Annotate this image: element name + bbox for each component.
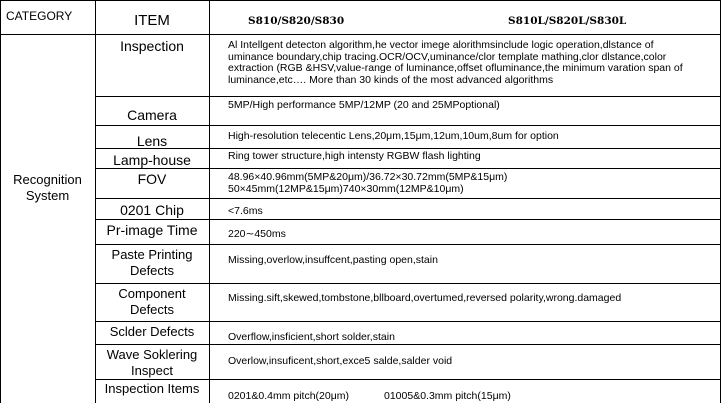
item-wave-soldering-inspect <box>95 347 209 379</box>
value-pr-image-time: 220∼450ms <box>228 228 286 240</box>
value-camera: 5MP/High performance 5MP/12MP (20 and 25MPoptional) <box>228 99 500 111</box>
value-line: uminance boundary,chip tracing.OCR/OCV,uminance/clor template mathing,clor dlstance,color <box>228 50 667 63</box>
value-component-defects: Missing.sift,skewed,tombstone,bllboard,overtumed,reversed polarity,wrong.damaged <box>228 292 622 304</box>
item-line: Inspect <box>131 363 173 378</box>
header-model-standard: S810/S820/S830 <box>248 15 345 27</box>
item-line: Paste Printing <box>111 247 193 262</box>
category-recognition-system <box>0 172 95 204</box>
value-inspection <box>228 40 683 86</box>
item-lamp-house: Lamp-house <box>113 152 191 168</box>
row-divider <box>95 125 721 126</box>
value-line: luminance,etc…. More than 30 kinds of the most advanced algorithms <box>228 73 554 86</box>
value-inspection-items-fine: 01005&0.3mm pitch(15μm) <box>384 390 511 402</box>
value-solder-defects: Overflow,insficient,short solder,stain <box>228 331 395 343</box>
item-pr-image-time: Pr-image Time <box>106 222 198 238</box>
item-inspection-items: Inspection Items <box>104 381 200 396</box>
item-paste-printing-defects <box>95 247 209 279</box>
row-divider <box>95 244 721 245</box>
category-line: System <box>25 188 70 203</box>
row-divider <box>95 198 721 199</box>
row-divider <box>95 168 721 169</box>
header-item: ITEM <box>134 12 170 29</box>
item-fov: FOV <box>137 171 167 187</box>
item-line: Defects <box>129 302 175 317</box>
value-0201-chip: <7.6ms <box>228 205 263 217</box>
item-line: Defects <box>129 263 175 278</box>
item-camera: Camera <box>127 107 177 123</box>
row-divider <box>95 379 721 380</box>
value-inspection-items-standard: 0201&0.4mm pitch(20μm) <box>228 390 350 402</box>
row-divider <box>95 219 721 220</box>
item-inspection: Inspection <box>120 38 184 54</box>
table-border-top <box>0 0 721 1</box>
value-line: 48.96×40.96mm(5MP&20μm)/36.72×30.72mm(5MP&15μm) <box>228 171 508 183</box>
value-paste-printing-defects: Missing,overlow,insuffcent,pasting open,stain <box>228 254 438 266</box>
value-line: 50×45mm(12MP&15μm)740×30mm(12MP&10μm) <box>228 182 464 195</box>
value-lens: High-resolution telecentic Lens,20μm,15μm,12um,10um,8um for option <box>228 130 559 142</box>
row-divider <box>95 344 721 345</box>
row-divider <box>95 283 721 284</box>
column-divider-item <box>209 0 210 403</box>
item-line: Wave Soklering <box>106 347 198 362</box>
header-category: CATEGORY <box>6 9 73 23</box>
row-divider <box>95 96 721 97</box>
item-lens: Lens <box>136 133 168 149</box>
table-border-right <box>720 0 721 403</box>
value-fov <box>228 172 507 195</box>
category-line: Recognition <box>13 172 82 187</box>
item-line: Component <box>118 286 186 301</box>
item-solder-defects: Sclder Defects <box>109 324 195 339</box>
value-lamp-house: Ring tower structure,high intensty RGBW flash lighting <box>228 150 481 162</box>
item-component-defects <box>95 286 209 318</box>
value-wave-soldering-inspect: Overlow,insuficent,short,exce5 salde,salder void <box>228 355 453 367</box>
value-line: Al Intellgent detecton algorithm,he vector imege alorithmsinclude logic operation,dlstance of <box>228 39 654 51</box>
row-divider <box>95 321 721 322</box>
header-divider <box>0 34 721 35</box>
value-line: extraction (RGB &HSV,value-range of luminance,offset ofluminance,the minimum varation span of <box>228 62 683 75</box>
item-0201-chip: 0201 Chip <box>120 202 184 218</box>
header-model-large: S810L/S820L/S830L <box>508 15 627 27</box>
